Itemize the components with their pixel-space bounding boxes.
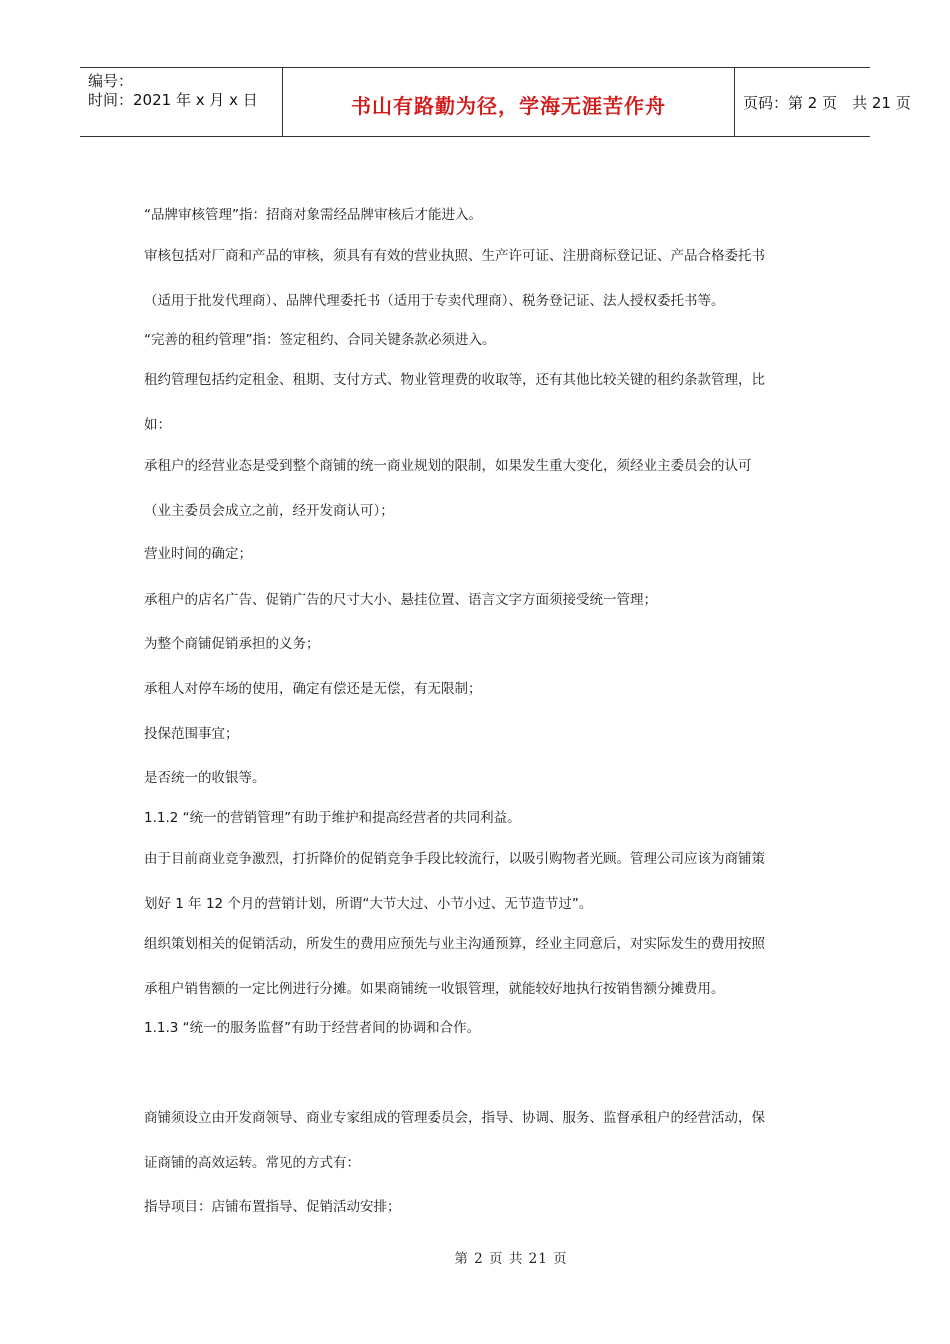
header-page-number: 页码：第 2 页 共 21 页 (743, 94, 911, 112)
page-header (80, 67, 911, 137)
document-date-label: 时间：2021 年 x 月 x 日 (88, 91, 258, 109)
body-line: 指导项目：店铺布置指导、促销活动安排； (144, 1199, 401, 1215)
body-line: 承租户的经营业态是受到整个商铺的统一商业规划的限制，如果发生重大变化，须经业主委员会的认可 (144, 458, 752, 474)
body-line: 租约管理包括约定租金、租期、支付方式、物业管理费的收取等，还有其他比较关键的租约条款管理，比 (144, 372, 765, 388)
header-motto: 书山有路勤为径，学海无涯苦作舟 (351, 94, 666, 118)
section-heading: 1.1.2 “统一的营销管理”有助于维护和提高经营者的共同利益。 (144, 810, 521, 826)
page-footer: 第 2 页 共 21 页 (454, 1251, 568, 1267)
body-line: 证商铺的高效运转。常见的方式有： (144, 1155, 360, 1171)
body-line: （适用于批发代理商）、品牌代理委托书（适用于专卖代理商）、税务登记证、法人授权委托书等。 (144, 293, 725, 309)
body-line: 投保范围事宜； (144, 726, 239, 742)
body-line: “完善的租约管理”指：签定租约、合同关键条款必须进入。 (144, 332, 496, 348)
body-line: 划好 1 年 12 个月的营销计划，所谓“大节大过、小节小过、无节造节过”。 (144, 896, 593, 912)
header-motto-cell (283, 68, 735, 136)
body-line: 由于目前商业竞争激烈，打折降价的促销竞争手段比较流行，以吸引购物者光顾。管理公司应该为商铺策 (144, 851, 765, 867)
body-line: 承租户的店名广告、促销广告的尺寸大小、悬挂位置、语言文字方面须接受统一管理； (144, 592, 657, 608)
body-line: 组织策划相关的促销活动，所发生的费用应预先与业主沟通预算，经业主同意后，对实际发生的费用按照 (144, 936, 765, 952)
body-line: 如： (144, 417, 171, 433)
section-heading: 1.1.3 “统一的服务监督”有助于经营者间的协调和合作。 (144, 1020, 481, 1036)
body-line: 承租户销售额的一定比例进行分摊。如果商铺统一收银管理，就能较好地执行按销售额分摊费用。 (144, 981, 725, 997)
body-line: 承租人对停车场的使用，确定有偿还是无偿，有无限制； (144, 681, 482, 697)
body-line: 是否统一的收银等。 (144, 770, 266, 786)
body-line: “品牌审核管理”指：招商对象需经品牌审核后才能进入。 (144, 207, 482, 223)
document-number-label: 编号： (88, 72, 134, 90)
body-line: 为整个商铺促销承担的义务； (144, 636, 320, 652)
header-page-cell (735, 68, 911, 136)
body-line: 审核包括对厂商和产品的审核，须具有有效的营业执照、生产许可证、注册商标登记证、产品合格委托书 (144, 248, 765, 264)
body-line: （业主委员会成立之前，经开发商认可）； (144, 503, 394, 519)
header-meta-cell (80, 68, 283, 136)
body-line: 商铺须设立由开发商领导、商业专家组成的管理委员会，指导、协调、服务、监督承租户的经营活动，保 (144, 1110, 765, 1126)
body-line: 营业时间的确定； (144, 546, 252, 562)
